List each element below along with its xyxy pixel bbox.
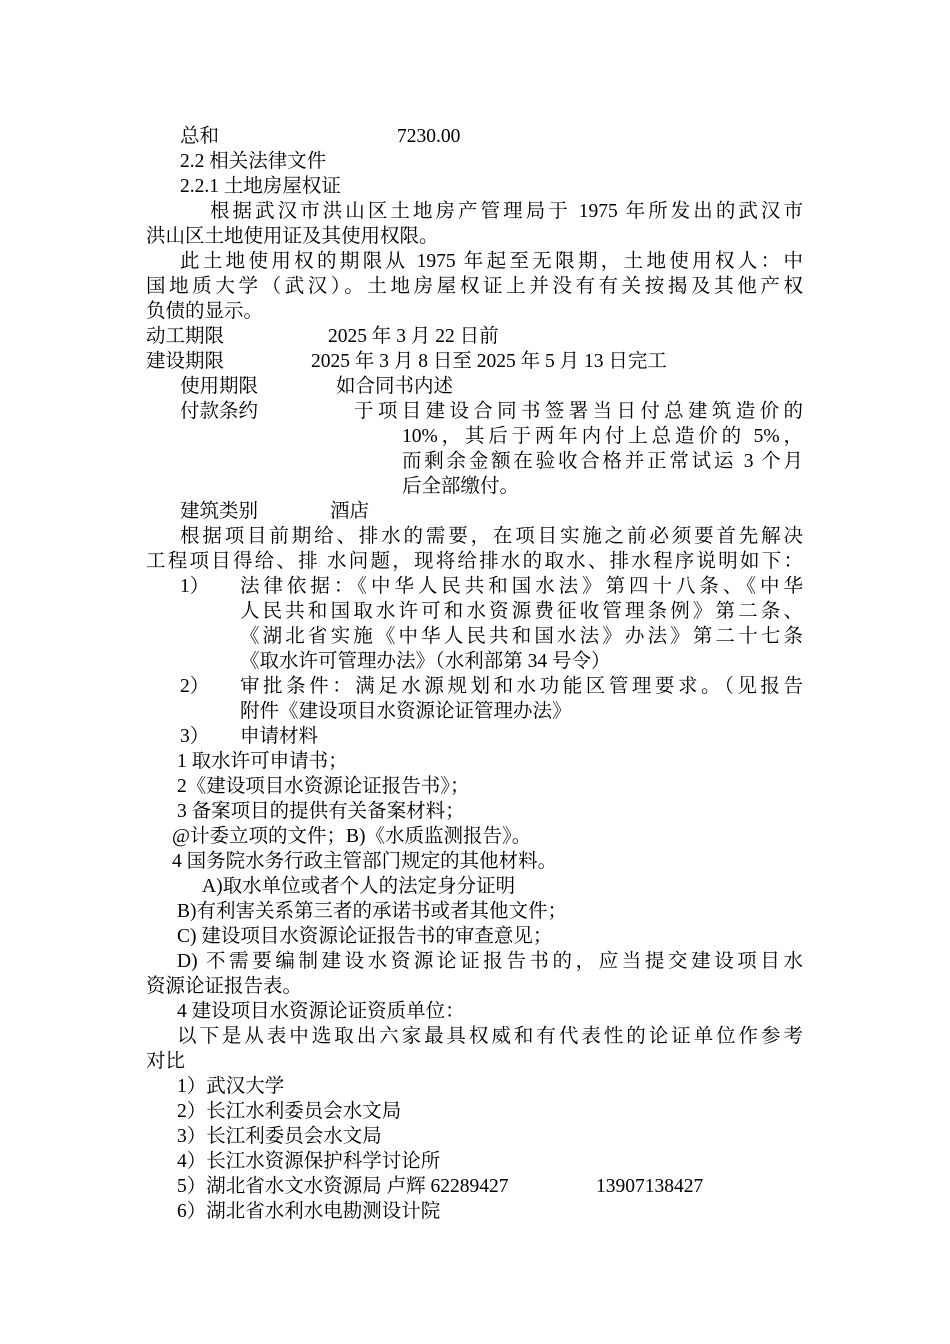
paragraph-1-line-2: 洪山区土地使用证及其使用权限。 (146, 226, 439, 247)
list-item-3-text: 申请材料 (240, 726, 319, 747)
building-category-label: 建筑类别 (180, 501, 259, 522)
material-d-line-1: D) 不需要编制建设水资源论证报告书的，应当提交建设项目水 (177, 951, 803, 972)
list-item-1-line-2: 人民共和国取水许可和水资源费征收管理条例》第二条、 (240, 601, 803, 622)
material-c: C) 建设项目水资源论证报告书的审查意见； (177, 926, 553, 947)
material-a: A)取水单位或者个人的法定身分证明 (202, 876, 516, 897)
paragraph-2-line-2: 国地质大学（武汉）。土地房屋权证上并没有有关按揭及其他产权 (146, 276, 803, 297)
list-item-1-line-1: 法律依据：《中华人民共和国水法》第四十八条、《中华 (240, 576, 803, 597)
unit-phone: 13907138427 (596, 1176, 704, 1197)
total-value: 7230.00 (397, 126, 461, 147)
payment-terms-line-2: 10%，其后于两年内付上总造价的 5%， (402, 426, 803, 447)
build-period-label: 建设期限 (146, 351, 225, 372)
payment-terms-label: 付款条约 (180, 401, 259, 422)
start-deadline-value: 2025 年 3 月 22 日前 (328, 326, 499, 347)
use-period-value: 如合同书内述 (336, 376, 454, 397)
total-label: 总和 (180, 126, 220, 147)
material-4: @计委立项的文件；B)《水质监测报告》。 (172, 826, 532, 847)
paragraph-2-line-1: 此土地使用权的期限从 1975 年起至无限期，土地使用权人：中 (180, 251, 803, 272)
unit-item: 3）长江利委员会水文局 (177, 1126, 382, 1147)
material-d-line-2: 资源论证报告表。 (146, 976, 303, 997)
list-item-1-number: 1） (180, 576, 210, 597)
payment-terms-line-1: 于项目建设合同书签署当日付总建筑造价的 (354, 401, 803, 422)
section-heading-2-2-1: 2.2.1 土地房屋权证 (180, 176, 341, 197)
list-item-2-number: 2） (180, 676, 210, 697)
list-item-1-line-4: 《取水许可管理办法》（水利部第 34 号令） (240, 651, 611, 672)
payment-terms-line-4: 后全部缴付。 (402, 476, 520, 497)
paragraph-3-line-1: 根据项目前期给、排水的需要，在项目实施之前必须要首先解决 (180, 526, 803, 547)
list-item-3-number: 3） (180, 726, 210, 747)
paragraph-1-line-1: 根据武汉市洪山区土地房产管理局于 1975 年所发出的武汉市 (210, 201, 803, 222)
start-deadline-label: 动工期限 (146, 326, 225, 347)
building-category-value: 酒店 (330, 501, 370, 522)
use-period-label: 使用期限 (180, 376, 259, 397)
unit-item: 5）湖北省水文水资源局 卢辉 62289427 (177, 1176, 509, 1197)
payment-terms-line-3: 而剩余金额在验收合格并正常试运 3 个月 (402, 451, 803, 472)
material-3: 3 备案项目的提供有关备案材料； (177, 801, 465, 822)
list-item-1-line-3: 《湖北省实施《中华人民共和国水法》办法》第二十七条 (240, 626, 803, 647)
material-5: 4 国务院水务行政主管部门规定的其他材料。 (172, 851, 558, 872)
unit-item: 2）长江水利委员会水文局 (177, 1101, 402, 1122)
material-1: 1 取水许可申请书； (177, 751, 348, 772)
paragraph-2-line-3: 负债的显示。 (146, 301, 264, 322)
qualified-units-intro-line-2: 对比 (146, 1051, 186, 1072)
list-item-2-line-2: 附件《建设项目水资源论证管理办法》 (240, 701, 572, 722)
qualified-units-intro-line-1: 以下是从表中选取出六家最具权威和有代表性的论证单位作参考 (177, 1026, 803, 1047)
qualified-units-heading: 4 建设项目水资源论证资质单位： (177, 1001, 465, 1022)
section-heading-2-2: 2.2 相关法律文件 (180, 151, 327, 172)
unit-item: 6）湖北省水利水电勘测设计院 (177, 1201, 441, 1222)
list-item-2-line-1: 审批条件：满足水源规划和水功能区管理要求。（见报告 (240, 676, 803, 697)
unit-item: 4）长江水资源保护科学讨论所 (177, 1151, 441, 1172)
paragraph-3-line-2: 工程项目得给、排 水问题，现将给排水的取水、排水程序说明如下： (146, 551, 803, 572)
build-period-value: 2025 年 3 月 8 日至 2025 年 5 月 13 日完工 (311, 351, 667, 372)
material-b: B)有利害关系第三者的承诺书或者其他文件； (177, 901, 568, 922)
unit-item: 1）武汉大学 (177, 1076, 285, 1097)
material-2: 2《建设项目水资源论证报告书》； (177, 776, 470, 797)
